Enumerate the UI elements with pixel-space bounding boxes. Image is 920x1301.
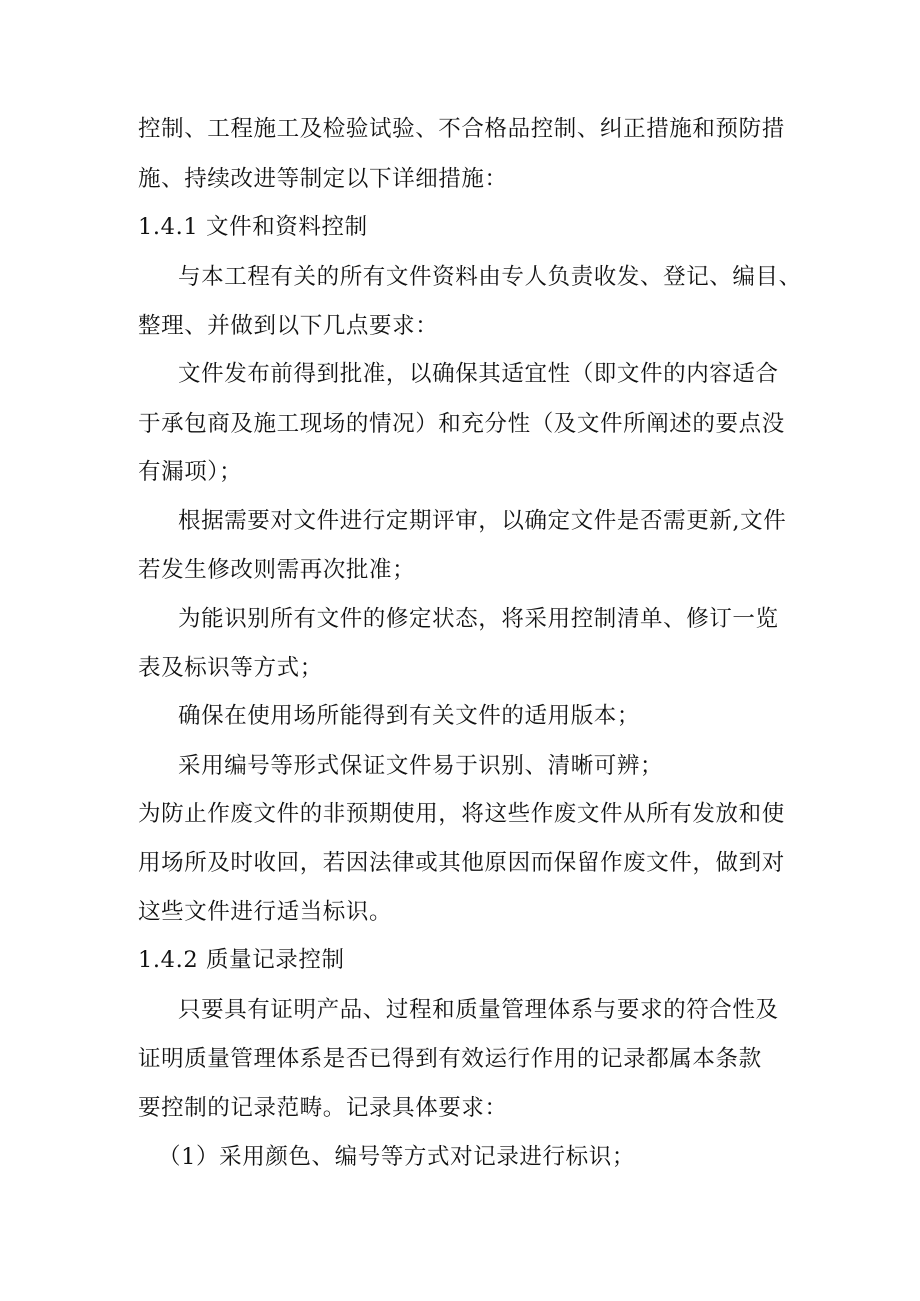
body-text-line: 根据需要对文件进行定期评审，以确定文件是否需更新,文件 xyxy=(178,508,787,534)
body-text-line: 这些文件进行适当标识。 xyxy=(138,899,393,925)
body-text-line: 采用编号等形式保证文件易于识别、清晰可辨； xyxy=(178,753,664,779)
body-text-line: 为防止作废文件的非预期使用，将这些作废文件从所有发放和使 xyxy=(138,801,785,827)
body-text-line: 控制、工程施工及检验试验、不合格品控制、纠正措施和预防措 xyxy=(138,116,785,142)
body-text-line: 为能识别所有文件的修定状态，将采用控制清单、修订一览 xyxy=(178,606,779,632)
body-text-line: 文件发布前得到批准，以确保其适宜性（即文件的内容适合 xyxy=(178,361,779,387)
section-heading-1-4-1: 1.4.1 文件和资料控制 xyxy=(138,214,368,240)
body-text-line: 有漏项）； xyxy=(138,459,243,485)
section-heading-1-4-2: 1.4.2 质量记录控制 xyxy=(138,947,345,973)
list-item-1: （1）采用颜色、编号等方式对记录进行标识； xyxy=(158,1144,635,1170)
body-text-line: 整理、并做到以下几点要求： xyxy=(138,313,439,339)
body-text-line: 若发生修改则需再次批准； xyxy=(138,557,416,583)
body-text-line: 施、持续改进等制定以下详细措施： xyxy=(138,166,508,192)
body-text-line: 表及标识等方式； xyxy=(138,655,323,681)
body-text-line: 证明质量管理体系是否已得到有效运行作用的记录都属本条款 xyxy=(138,1046,762,1072)
body-text-line: 用场所及时收回，若因法律或其他原因而保留作废文件，做到对 xyxy=(138,850,785,876)
body-text-line: 于承包商及施工现场的情况）和充分性（及文件所阐述的要点没 xyxy=(138,411,785,437)
body-text-line: 要控制的记录范畴。记录具体要求： xyxy=(138,1095,508,1121)
body-text-line: 确保在使用场所能得到有关文件的适用版本； xyxy=(178,703,641,729)
body-text-line: 只要具有证明产品、过程和质量管理体系与要求的符合性及 xyxy=(178,997,779,1023)
body-text-line: 与本工程有关的所有文件资料由专人负责收发、登记、编目、 xyxy=(178,264,802,290)
